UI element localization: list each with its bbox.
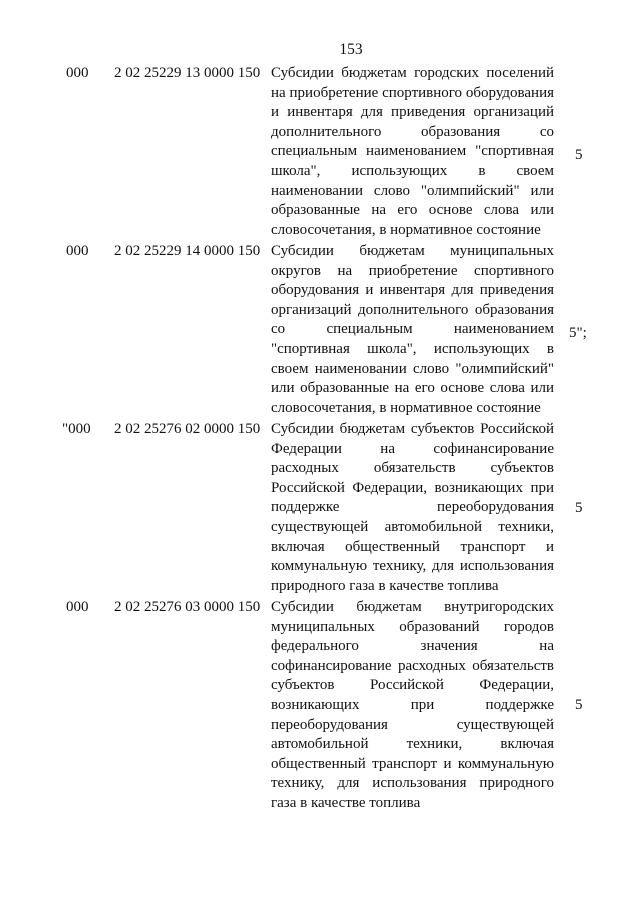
- budget-classification-code: 2 02 25276 02 0000 150: [114, 421, 261, 437]
- row-description: Субсидии бюджетам городских поселений на приобретение спортивного оборудования и инвентаря для приведения организаций дополнительного образования со специальным наименованием "спортивная школа", использующих в своем наименовании слово "олимпийский" или образованные на его основе слова или словосочетания, в нормативное состояние: [271, 65, 554, 238]
- row-value: 5";: [569, 325, 587, 341]
- page-number: 153: [339, 41, 363, 58]
- row-description: Субсидии бюджетам субъектов Российской Федерации на софинансирование расходных обязательств субъектов Российской Федерации, возникающих при поддержке переоборудования существующей автомобильной техники, включая общественный транспорт и коммунальную технику, для использования природного газа в качестве топлива: [271, 421, 554, 594]
- row-description: Субсидии бюджетам муниципальных округов на приобретение спортивного оборудования и инвентаря для приведения организаций дополнительного образования со специальным наименованием "спортивная школа", использующих в своем наименовании слово "олимпийский" или образованные на его основе слова или словосочетания, в нормативное состояние: [271, 243, 554, 416]
- row-description: Субсидии бюджетам внутригородских муниципальных образований городов федерального значения на софинансирование расходных обязательств субъектов Российской Федерации, возникающих при поддержке переоборудования существующей автомобильной техники, включая общественный транспорт и коммунальную технику, для использования природного газа в качестве топлива: [271, 599, 554, 811]
- budget-classification-code: 2 02 25229 14 0000 150: [114, 243, 261, 259]
- row-value: 5: [575, 147, 583, 163]
- row-value: 5: [575, 697, 583, 713]
- row-prefix: "000: [62, 421, 91, 437]
- row-value: 5: [575, 500, 583, 516]
- budget-classification-code: 2 02 25229 13 0000 150: [114, 65, 261, 81]
- budget-classification-code: 2 02 25276 03 0000 150: [114, 599, 261, 615]
- row-prefix: 000: [66, 65, 89, 81]
- row-prefix: 000: [66, 599, 89, 615]
- row-prefix: 000: [66, 243, 89, 259]
